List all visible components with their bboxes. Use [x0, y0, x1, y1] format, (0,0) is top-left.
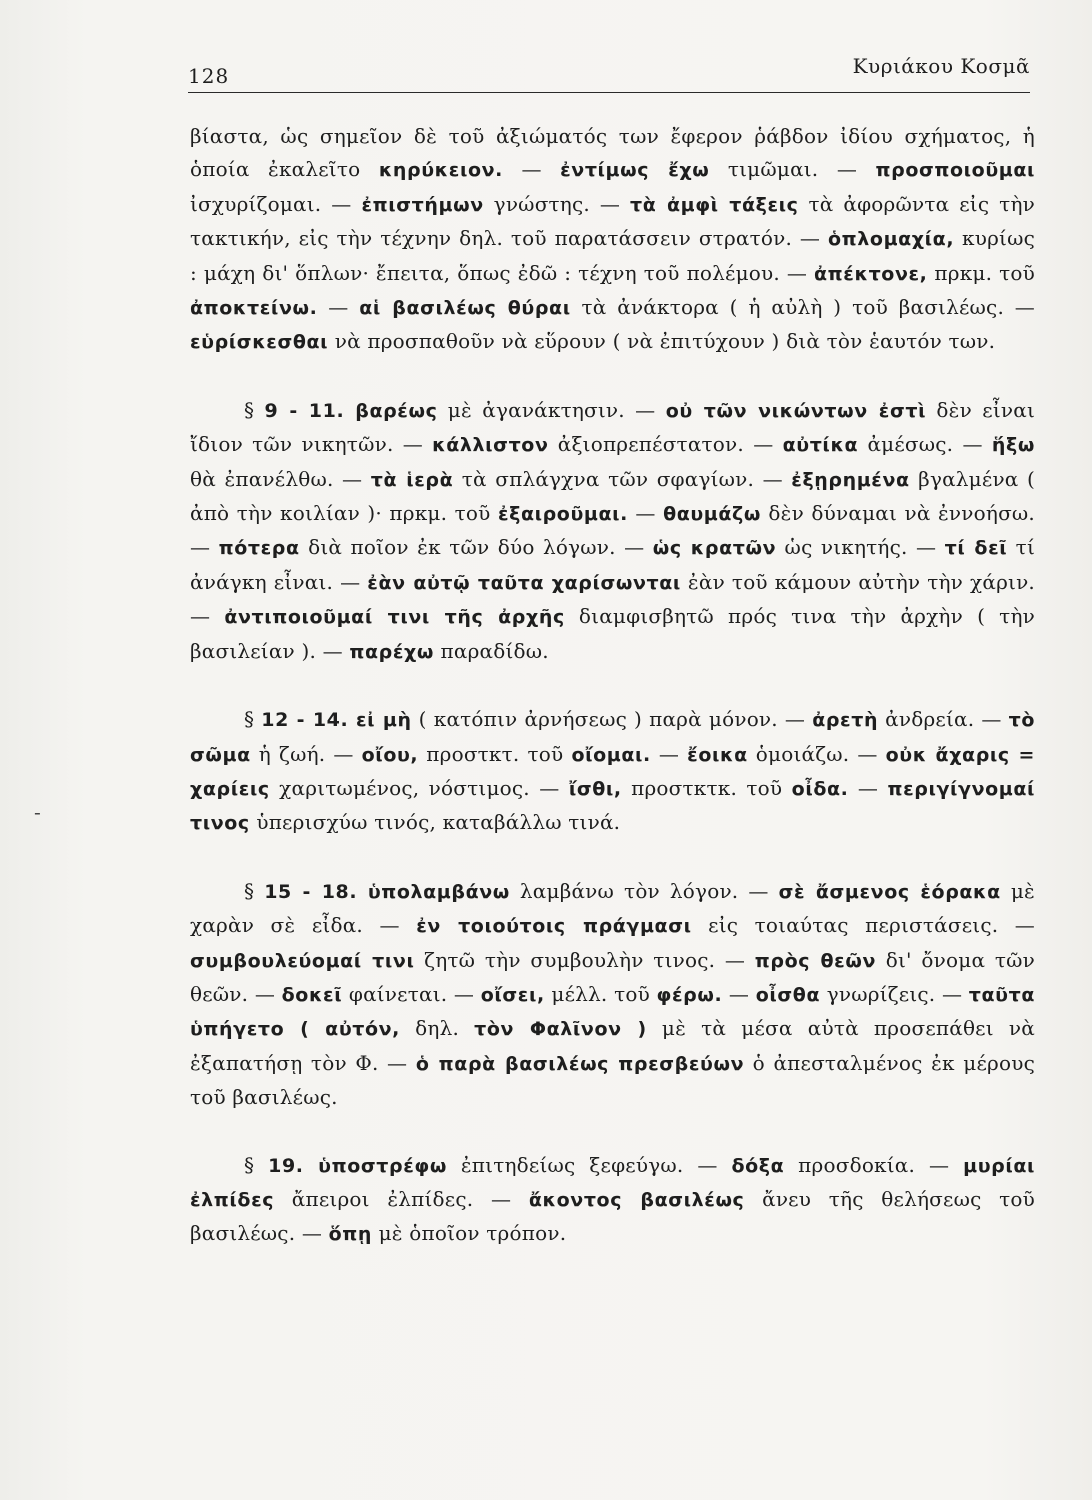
lemma-term: κηρύκειον.	[378, 159, 503, 182]
lemma-term: ἀρετὴ	[812, 709, 879, 732]
lemma-term: συμβουλεύομαί τινι	[190, 949, 415, 972]
lemma-term: πότερα	[218, 537, 300, 560]
gloss-text: τὰ ἀφορῶντα εἰς τὴν τακτικήν, εἰς τὴν τέχνην δηλ. τοῦ παρατάσσειν στρατόν. —	[190, 191, 1035, 251]
gloss-text: γνωρίζεις. —	[820, 981, 969, 1006]
gloss-text: —	[317, 295, 360, 320]
lemma-term: πρὸς θεῶν	[754, 949, 876, 972]
gloss-text: νὰ προσπαθοῦν νὰ εὕρουν ( νὰ ἐπιτύχουν ) διὰ τὸν ἑαυτόν των.	[328, 329, 996, 354]
gloss-text: βίαστα, ὡς σημεῖον δὲ τοῦ ἀξιώματός των ἔφερον ῥάβδον ἰδίου σχήματος, ἡ ὁποία ἐκαλεῖτο	[190, 124, 1035, 182]
gloss-text: ἰσχυρίζομαι. —	[190, 191, 362, 216]
gloss-text: δὲν δύναμαι νὰ ἐννοήσω. —	[190, 501, 1035, 560]
lemma-term: 12 - 14. εἰ μὴ	[261, 709, 412, 732]
lemma-term: 9 - 11. βαρέως	[264, 399, 438, 422]
lemma-term: ἐπιστήμων	[361, 193, 484, 216]
lemma-term: τὰ ἱερὰ	[370, 468, 454, 491]
lemma-term: ἐντίμως ἔχω	[560, 159, 710, 182]
gloss-text: ἄνευ τῆς θελήσεως τοῦ βασιλέως. —	[190, 1186, 1036, 1246]
gloss-text: δηλ.	[400, 1016, 475, 1041]
page-number: 128	[188, 64, 230, 88]
gloss-text: ἐπιτηδείως ξεφεύγω. —	[446, 1152, 732, 1177]
gloss-text: προσδοκία. —	[784, 1152, 964, 1177]
gloss-text: §	[244, 397, 265, 422]
lemma-term: ἥξω	[991, 434, 1035, 457]
gloss-text: προστκτκ. τοῦ	[621, 775, 792, 800]
lemma-term: τὸ σῶμα	[190, 709, 1035, 766]
gloss-text: —	[722, 981, 756, 1006]
gloss-text: προστκτ. τοῦ	[418, 741, 572, 766]
gloss-text: ζητῶ τὴν συμβουλὴν τινος. —	[414, 947, 755, 972]
lemma-term: 19. ὑποστρέφω	[268, 1154, 447, 1177]
lemma-term: μυρίαι ἐλπίδες	[190, 1154, 1035, 1211]
gloss-text: §	[244, 1152, 269, 1177]
lemma-term: 15 - 18. ὑπολαμβάνω	[264, 880, 510, 903]
lemma-term: οἶδα.	[791, 777, 849, 800]
gloss-text: ἀμέσως. —	[858, 432, 992, 457]
lemma-term: τὰ ἀμφὶ τάξεις	[630, 193, 799, 216]
gloss-text: μέλλ. τοῦ	[544, 981, 657, 1006]
gloss-text: κυρίως : μάχη δι' ὅπλων· ἔπειτα, ὅπως ἐδῶ : τέχνη τοῦ πολέμου. —	[190, 226, 1035, 285]
gloss-text: ἀνδρεία. —	[878, 707, 1009, 732]
gloss-text: ἡ ζωή. —	[250, 741, 362, 766]
gloss-text: —	[848, 775, 888, 800]
page-header	[188, 52, 1030, 93]
gloss-text: δὲν εἶναι ἴδιον τῶν νικητῶν. —	[190, 397, 1036, 457]
lemma-term: οἶσθα	[755, 983, 821, 1006]
gloss-text: πρκμ. τοῦ	[927, 260, 1035, 285]
gloss-text: μὲ ὁποῖον τρόπον.	[372, 1221, 567, 1246]
gloss-text: δι' ὄνομα τῶν θεῶν. —	[190, 947, 1035, 1006]
lemma-term: ἐξῃρημένα	[791, 468, 910, 491]
gloss-text: §	[244, 707, 262, 732]
lemma-term: ἐὰν αὐτῷ ταῦτα χαρίσωνται	[367, 571, 681, 594]
running-head: Κυριάκου Κοσμᾶ	[852, 54, 1030, 78]
gloss-text: ἄπειροι ἐλπίδες. —	[274, 1186, 529, 1211]
lemma-term: αὐτίκα	[782, 434, 859, 457]
commentary-paragraph	[190, 1149, 1035, 1252]
gloss-text: εἰς τοιαύτας περιστάσεις. —	[691, 913, 1035, 938]
gloss-text: ὡς νικητής. —	[776, 535, 945, 560]
lemma-term: σὲ ἄσμενος ἑόρακα	[778, 880, 1001, 903]
lemma-term: ὅπῃ	[328, 1223, 373, 1246]
lemma-term: ταῦτα ὑπήγετο ( αὐτόν,	[190, 983, 1035, 1041]
gloss-text: τί ἀνάγκη εἶναι. —	[190, 535, 1035, 594]
lemma-term: θαυμάζω	[663, 503, 761, 526]
lemma-term: κάλλιστον	[432, 434, 549, 457]
lemma-term: περιγίγνομαί τινος	[190, 777, 1035, 835]
gloss-text: παραδίδω.	[433, 638, 549, 663]
gloss-text: ( κατόπιν ἀρνήσεως ) παρὰ μόνον. —	[411, 707, 813, 732]
lemma-term: ἐν τοιούτοις πράγμασι	[416, 915, 692, 938]
lemma-term: ἔοικα	[687, 743, 748, 766]
gloss-text: ἀξιοπρεπέστατον. —	[548, 432, 783, 457]
gloss-text: τιμῶμαι. —	[709, 157, 876, 182]
lemma-term: ὁπλομαχία,	[828, 228, 955, 251]
lemma-term: ἐξαιροῦμαι.	[497, 503, 628, 526]
gloss-text: —	[502, 157, 561, 182]
margin-mark: -	[34, 800, 41, 824]
lemma-term: οἴου,	[361, 743, 419, 766]
commentary-paragraph	[190, 703, 1035, 841]
lemma-term: ὡς κρατῶν	[652, 537, 777, 560]
gloss-text: μὲ τὰ μέσα αὐτὰ προσεπάθει νὰ ἐξαπατήσῃ τὸν Φ. —	[190, 1016, 1035, 1075]
lemma-term: τὸν Φαλῖνον )	[474, 1018, 647, 1041]
gloss-text: —	[627, 501, 664, 526]
gloss-text: τὰ ἀνάκτορα ( ἡ αὐλὴ ) τοῦ βασιλέως. —	[570, 295, 1035, 320]
commentary-body	[190, 120, 1035, 1252]
lemma-term: τί δεῖ	[944, 537, 1008, 560]
gloss-text: διαμφισβητῶ πρός τινα τὴν ἀρχὴν ( τὴν βασιλείαν ). —	[190, 604, 1035, 663]
gloss-text: γνώστης. —	[483, 191, 631, 216]
gloss-text: λαμβάνω τὸν λόγον. —	[509, 878, 779, 903]
lemma-term: οὐ τῶν νικώντων ἐστὶ	[665, 399, 927, 422]
commentary-paragraph	[190, 394, 1035, 669]
gloss-text: χαριτωμένος, νόστιμος. —	[269, 775, 569, 800]
gloss-text: βγαλμένα ( ἀπὸ τὴν κοιλίαν )· πρκμ. τοῦ	[190, 466, 1035, 526]
gloss-text: —	[650, 741, 688, 766]
lemma-term: ἴσθι,	[568, 777, 622, 800]
gloss-text: ἐὰν τοῦ κάμουν αὐτὴν τὴν χάριν. —	[190, 569, 1035, 629]
gloss-text: ὁ ἀπεσταλμένος ἐκ μέρους τοῦ βασιλέως.	[190, 1050, 1035, 1110]
commentary-paragraph	[190, 120, 1035, 360]
lemma-term: ὁ παρὰ βασιλέως πρεσβεύων	[415, 1052, 745, 1075]
gloss-text: διὰ ποῖον ἐκ τῶν δύο λόγων. —	[299, 535, 653, 560]
gloss-text: τὰ σπλάγχνα τῶν σφαγίων. —	[453, 466, 792, 491]
lemma-term: προσποιοῦμαι	[875, 159, 1035, 182]
lemma-term: παρέχω	[349, 640, 434, 663]
lemma-term: εὑρίσκεσθαι	[190, 331, 329, 354]
gloss-text: μὲ χαρὰν σὲ εἶδα. —	[190, 878, 1035, 938]
gloss-text: ὁμοιάζω. —	[747, 741, 886, 766]
lemma-term: αἱ βασιλέως θύραι	[359, 297, 571, 320]
gloss-text: θὰ ἐπανέλθω. —	[190, 466, 371, 491]
lemma-term: ἄκοντος βασιλέως	[528, 1188, 745, 1211]
lemma-term: ἀποκτείνω.	[190, 297, 318, 320]
lemma-term: δοκεῖ	[281, 983, 343, 1006]
gloss-text: §	[244, 878, 265, 903]
lemma-term: δόξα	[731, 1154, 785, 1177]
lemma-term: φέρω.	[656, 983, 723, 1006]
lemma-term: ἀντιποιοῦμαί τινι τῆς ἀρχῆς	[224, 606, 565, 629]
gloss-text: φαίνεται. —	[342, 981, 481, 1006]
lemma-term: οἴσει,	[480, 983, 545, 1006]
lemma-term: οἴομαι.	[571, 743, 651, 766]
commentary-paragraph	[190, 875, 1035, 1115]
lemma-term: ἀπέκτονε,	[814, 262, 928, 285]
gloss-text: ὑπερισχύω τινός, καταβάλλω τινά.	[249, 810, 621, 835]
gloss-text: μὲ ἀγανάκτησιν. —	[437, 397, 666, 422]
lemma-term: οὐκ ἄχαρις = χαρίεις	[190, 743, 1035, 800]
